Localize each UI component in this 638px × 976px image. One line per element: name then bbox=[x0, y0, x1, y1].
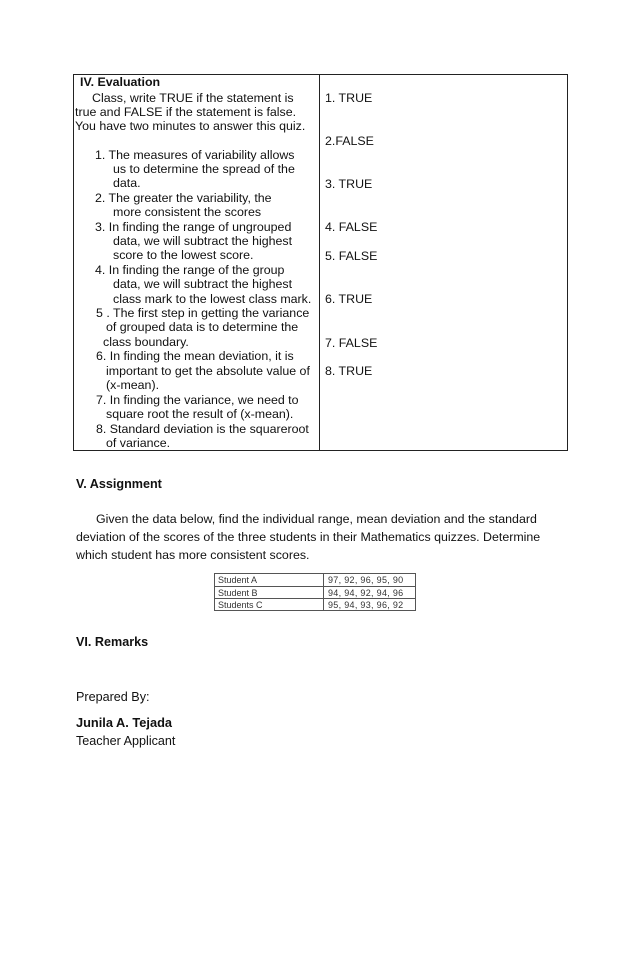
answer-item: 8. TRUE bbox=[325, 364, 373, 378]
question-line: 1. The measures of variability allows bbox=[95, 148, 295, 162]
question-line: (x-mean). bbox=[106, 378, 160, 392]
answer-item: 6. TRUE bbox=[325, 292, 373, 306]
question-line: 8. Standard deviation is the squareroot bbox=[96, 422, 309, 436]
student-name: Student A bbox=[218, 575, 258, 585]
answer-item: 3. TRUE bbox=[325, 177, 373, 191]
answer-item: 5. FALSE bbox=[325, 249, 378, 263]
assignment-heading: V. Assignment bbox=[76, 477, 162, 491]
student-scores: 94, 94, 92, 94, 96 bbox=[328, 588, 404, 598]
question-line: data. bbox=[113, 176, 141, 190]
question-line: of grouped data is to determine the bbox=[106, 320, 299, 334]
answer-item: 1. TRUE bbox=[325, 91, 373, 105]
table-row bbox=[215, 574, 415, 586]
student-name: Student B bbox=[218, 588, 258, 598]
question-line: important to get the absolute value of bbox=[106, 364, 310, 378]
preparer-title: Teacher Applicant bbox=[76, 734, 176, 748]
student-scores: 97, 92, 96, 95, 90 bbox=[328, 575, 404, 585]
answer-item: 2.FALSE bbox=[325, 134, 374, 148]
evaluation-intro-line: You have two minutes to answer this quiz. bbox=[75, 119, 306, 133]
question-line: us to determine the spread of the bbox=[113, 162, 295, 176]
question-line: 2. The greater the variability, the bbox=[95, 191, 272, 205]
assignment-paragraph-line: which student has more consistent scores. bbox=[76, 548, 310, 562]
student-name: Students C bbox=[218, 600, 263, 610]
table-row bbox=[215, 598, 415, 611]
question-line: data, we will subtract the highest bbox=[113, 234, 293, 248]
prepared-by-label: Prepared By: bbox=[76, 690, 150, 704]
answer-item: 7. FALSE bbox=[325, 336, 378, 350]
evaluation-intro-line: Class, write TRUE if the statement is bbox=[92, 91, 294, 105]
remarks-heading: VI. Remarks bbox=[76, 635, 149, 649]
preparer-name: Junila A. Tejada bbox=[76, 715, 173, 730]
question-line: data, we will subtract the highest bbox=[113, 277, 293, 291]
question-line: 3. In finding the range of ungrouped bbox=[95, 220, 292, 234]
question-line: square root the result of (x-mean). bbox=[106, 407, 294, 421]
table-column-divider bbox=[319, 75, 320, 450]
assignment-paragraph-line: deviation of the scores of the three students in their Mathematics quizzes. Determine bbox=[76, 530, 541, 544]
question-line: 5 . The first step in getting the variance bbox=[96, 306, 310, 320]
question-line: score to the lowest score. bbox=[113, 248, 254, 262]
question-line: more consistent the scores bbox=[113, 205, 262, 219]
evaluation-intro-line: true and FALSE if the statement is false. bbox=[75, 105, 297, 119]
question-line: class mark to the lowest class mark. bbox=[113, 292, 312, 306]
answer-item: 4. FALSE bbox=[325, 220, 378, 234]
question-line: 4. In finding the range of the group bbox=[95, 263, 285, 277]
question-line: of variance. bbox=[106, 436, 171, 450]
assignment-paragraph-line: Given the data below, find the individual range, mean deviation and the standard bbox=[96, 512, 537, 526]
question-line: class boundary. bbox=[103, 335, 189, 349]
student-scores-table bbox=[214, 573, 416, 611]
question-line: 7. In finding the variance, we need to bbox=[96, 393, 299, 407]
question-line: 6. In finding the mean deviation, it is bbox=[96, 349, 294, 363]
evaluation-heading: IV. Evaluation bbox=[80, 75, 161, 89]
student-scores: 95, 94, 93, 96, 92 bbox=[328, 600, 404, 610]
